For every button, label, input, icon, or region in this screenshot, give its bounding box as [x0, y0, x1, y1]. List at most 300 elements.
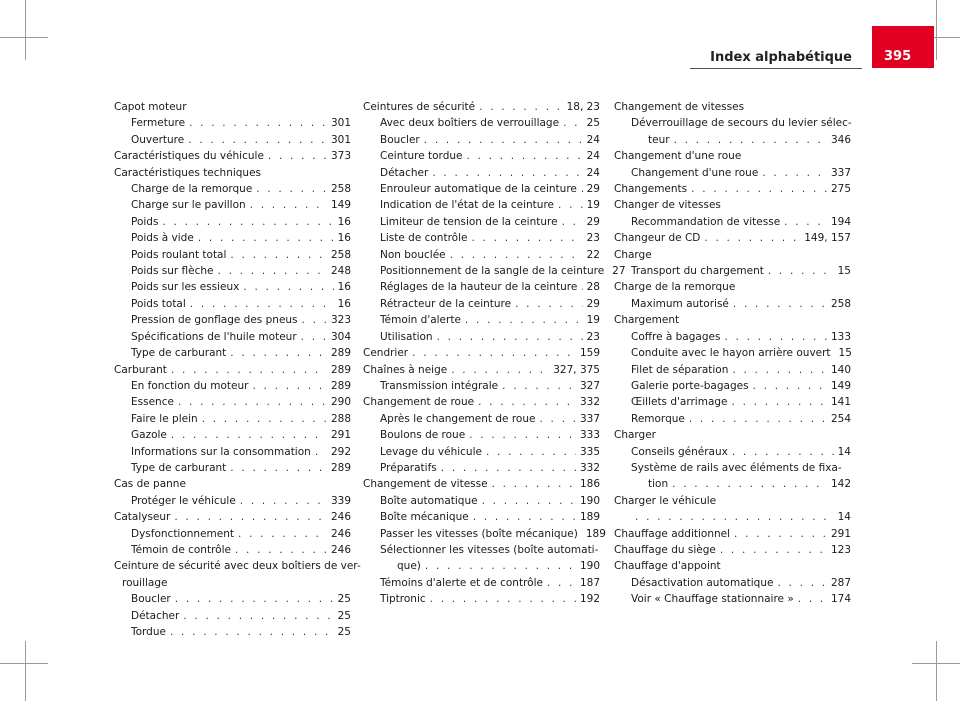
index-entry [363, 115, 600, 131]
dot-leader [547, 575, 576, 591]
index-term: Transmission intégrale [380, 379, 499, 392]
index-term: Changement de roue [363, 396, 475, 409]
page-reference: 337 [579, 412, 600, 425]
index-term: Poids [131, 215, 159, 228]
dot-leader [798, 591, 827, 607]
page-reference: 187 [579, 576, 600, 589]
index-term: Boîte mécanique [380, 511, 469, 524]
index-term: Positionnement de la sangle de la ceinture [380, 265, 605, 278]
index-term: Charge sur le pavillon [131, 199, 246, 212]
page-reference: 194 [830, 215, 851, 228]
page-reference: 332 [579, 396, 600, 409]
page-reference: 291 [830, 527, 851, 540]
index-term: Changements [614, 183, 688, 196]
index-entry [363, 99, 600, 115]
dot-leader [240, 493, 327, 509]
crop-mark [936, 0, 937, 60]
page-reference: 16 [337, 281, 351, 294]
dot-leader [777, 575, 826, 591]
page-reference: 258 [330, 248, 351, 261]
index-term: Poids sur flèche [131, 265, 214, 278]
index-term: Coffre à bagages [631, 330, 721, 343]
dot-leader [230, 345, 327, 361]
index-entry [363, 230, 600, 246]
index-entry [614, 476, 851, 492]
dot-leader [486, 444, 576, 460]
page-number: 395 [884, 49, 912, 64]
index-entry [363, 526, 606, 542]
index-term: Catalyseur [114, 511, 171, 524]
index-entry [363, 378, 600, 394]
page-reference: 291 [330, 429, 351, 442]
index-column-1 [114, 99, 361, 640]
page-reference: 149 [330, 199, 351, 212]
dot-leader [471, 230, 582, 246]
dot-leader [635, 509, 834, 525]
index-entry [363, 165, 600, 181]
index-heading: Chauffage d'appoint [614, 560, 721, 573]
dot-leader [302, 312, 327, 328]
index-term: Conseils généraux [631, 445, 728, 458]
page-reference: 301 [330, 117, 351, 130]
index-term: Caractéristiques du véhicule [114, 150, 264, 163]
index-term: Poids sur les essieux [131, 281, 240, 294]
page-reference: 29 [586, 297, 600, 310]
dot-leader [250, 197, 327, 213]
index-term: Témoins d'alerte et de contrôle [380, 576, 543, 589]
index-term: Maximum autorisé [631, 297, 729, 310]
dot-leader [238, 526, 327, 542]
index-entry [114, 279, 351, 295]
index-entry [614, 329, 851, 345]
dot-leader [734, 526, 827, 542]
index-entry [363, 509, 600, 525]
index-term: Détacher [131, 609, 180, 622]
page-reference: 290 [330, 396, 351, 409]
page-reference: 174 [830, 593, 851, 606]
page-reference: 16 [337, 232, 351, 245]
page-reference: 22 [586, 248, 600, 261]
page-reference: 292 [330, 445, 351, 458]
index-term: Filet de séparation [631, 363, 729, 376]
index-entry [114, 509, 351, 525]
dot-leader [252, 378, 326, 394]
index-term: Témoin de contrôle [131, 543, 231, 556]
index-term: Cendrier [363, 347, 409, 360]
index-term: Tordue [131, 626, 166, 638]
page-reference: 140 [830, 363, 851, 376]
page-reference: 288 [330, 412, 351, 425]
dot-leader [174, 509, 327, 525]
index-entry [114, 345, 351, 361]
index-entry [114, 460, 351, 476]
index-term: Chauffage additionnel [614, 527, 731, 540]
index-term: Galerie porte-bagages [631, 379, 749, 392]
index-entry [363, 214, 600, 230]
page-reference: 24 [586, 133, 600, 146]
dot-leader [301, 329, 327, 345]
index-term-wrapped: Sélectionner les vitesses (boîte automati- [380, 543, 599, 556]
page-reference: 246 [330, 527, 351, 540]
index-heading: Charger le véhicule [614, 494, 717, 507]
index-entry [363, 181, 600, 197]
dot-leader [691, 181, 827, 197]
index-entry [114, 197, 351, 213]
page-reference: 335 [579, 445, 600, 458]
index-entry [114, 132, 351, 148]
page-header-title: Index alphabétique [710, 50, 852, 65]
index-entry [114, 591, 351, 607]
page-reference: 333 [579, 429, 600, 442]
dot-leader [218, 263, 327, 279]
page-reference: 301 [330, 133, 351, 146]
dot-leader [724, 329, 827, 345]
page-reference: 141 [830, 396, 851, 409]
index-entry [114, 329, 351, 345]
dot-leader [672, 476, 827, 492]
index-term: Boîte automatique [380, 494, 478, 507]
index-term: tion [648, 478, 669, 491]
page-reference: 29 [586, 183, 600, 196]
page-reference: 15 [838, 347, 852, 360]
index-term: Conduite avec le hayon arrière ouvert [631, 347, 831, 360]
dot-leader [581, 279, 582, 295]
dot-leader [198, 230, 334, 246]
index-entry [114, 444, 351, 460]
index-entry [363, 394, 600, 410]
index-term: Boucler [131, 593, 171, 606]
index-entry [363, 345, 600, 361]
index-term: Ceinture tordue [380, 150, 463, 163]
index-term: Remorque [631, 412, 685, 425]
dot-leader [412, 345, 576, 361]
index-term: Essence [131, 396, 174, 409]
dot-leader [689, 411, 827, 427]
index-entry [363, 591, 600, 607]
page-reference: 23 [586, 330, 600, 343]
page-reference: 275 [830, 183, 851, 196]
dot-leader [171, 362, 327, 378]
page-reference: 25 [337, 593, 351, 606]
page-reference: 346 [830, 133, 851, 146]
dot-leader [256, 181, 327, 197]
dot-leader [581, 181, 583, 197]
index-term: Levage du véhicule [380, 445, 482, 458]
index-term: Chauffage du siège [614, 543, 716, 556]
dot-leader [188, 132, 327, 148]
page-reference: 16 [337, 297, 351, 310]
index-entry [614, 362, 851, 378]
index-term: Dysfonctionnement [131, 527, 235, 540]
index-entry [114, 542, 351, 558]
dot-leader [441, 460, 576, 476]
index-entry [614, 378, 851, 394]
index-heading: Chargement [614, 314, 680, 327]
dot-leader [230, 460, 327, 476]
dot-leader [190, 296, 334, 312]
index-term: Tiptronic [380, 593, 426, 606]
dot-leader [430, 591, 576, 607]
index-term: Changement d'une roue [631, 166, 759, 179]
page-reference: 190 [579, 560, 600, 573]
index-entry [114, 312, 351, 328]
page-reference: 149, 157 [804, 232, 851, 245]
page-reference: 133 [830, 330, 851, 343]
dot-leader [473, 509, 576, 525]
page-reference: 304 [330, 330, 351, 343]
index-heading: Caractéristiques techniques [114, 166, 262, 179]
page-reference: 24 [586, 166, 600, 179]
dot-leader [674, 132, 827, 148]
index-term-wrapped: Déverrouillage de secours du levier sélec- [631, 117, 852, 130]
index-entry [614, 230, 851, 246]
page-reference: 289 [330, 347, 351, 360]
index-entry [114, 493, 351, 509]
dot-leader [732, 362, 827, 378]
index-entry [363, 312, 600, 328]
dot-leader [562, 214, 583, 230]
index-entry [114, 296, 351, 312]
dot-leader [768, 263, 834, 279]
page-reference: 339 [330, 494, 351, 507]
index-entry [363, 575, 600, 591]
page-reference: 246 [330, 543, 351, 556]
index-heading: Charge de la remorque [614, 281, 736, 294]
page-reference: 19 [586, 314, 600, 327]
index-term: Liste de contrôle [380, 232, 468, 245]
index-term-wrapped: Système de rails avec éléments de fixa- [631, 461, 842, 474]
index-term: que) [397, 560, 421, 573]
index-entry [363, 493, 600, 509]
page-reference: 19 [586, 199, 600, 212]
index-term: Recommandation de vitesse [631, 215, 781, 228]
index-entry [363, 427, 600, 443]
index-entry [363, 148, 600, 164]
index-entry [614, 181, 851, 197]
dot-leader [170, 624, 334, 640]
index-entry [114, 115, 351, 131]
index-entry [114, 148, 351, 164]
index-term: Type de carburant [131, 347, 227, 360]
crop-mark [25, 641, 26, 701]
index-entry [114, 427, 351, 443]
index-entry [614, 542, 851, 558]
dot-leader [479, 99, 562, 115]
index-entry [363, 460, 600, 476]
index-entry [114, 214, 351, 230]
index-term-wrapped: Ceinture de sécurité avec deux boîtiers de ver- [114, 560, 361, 573]
dot-leader [178, 394, 327, 410]
index-entry [114, 378, 351, 394]
index-term: Témoin d'alerte [380, 314, 461, 327]
index-term: En fonction du moteur [131, 379, 249, 392]
page-reference: 332 [579, 461, 600, 474]
index-heading: Changement d'une roue [614, 150, 742, 163]
index-entry [614, 526, 851, 542]
index-term: Après le changement de roue [380, 412, 536, 425]
index-entry [114, 624, 351, 640]
index-entry [363, 279, 600, 295]
dot-leader [478, 394, 576, 410]
index-term: Chaînes à neige [363, 363, 448, 376]
crop-mark [936, 641, 937, 701]
index-term: Ceintures de sécurité [363, 101, 476, 113]
page-reference: 323 [330, 314, 351, 327]
index-entry [363, 296, 600, 312]
dot-leader [432, 165, 582, 181]
index-entry [114, 394, 351, 410]
index-entry [614, 263, 851, 279]
dot-leader [230, 247, 327, 263]
index-term: Passer les vitesses (boîte mécanique) [380, 527, 578, 540]
dot-leader [243, 279, 333, 295]
page-reference: 24 [586, 150, 600, 163]
page-reference: 149 [830, 379, 851, 392]
index-term: Changeur de CD [614, 232, 701, 245]
dot-leader [171, 427, 327, 443]
dot-leader [175, 591, 334, 607]
dot-leader [558, 197, 583, 213]
dot-leader [466, 148, 582, 164]
crop-mark [25, 0, 26, 60]
index-heading: rouillage [122, 576, 168, 589]
page-reference: 142 [830, 478, 851, 491]
index-entry [114, 411, 351, 427]
page-reference: 189 [585, 527, 606, 540]
index-entry [614, 132, 851, 148]
dot-leader [437, 329, 583, 345]
index-heading: Changer de vitesses [614, 199, 721, 212]
index-term: Enrouleur automatique de la ceinture [380, 183, 577, 196]
dot-leader [162, 214, 333, 230]
index-term: Transport du chargement [631, 265, 764, 278]
index-term: Réglages de la hauteur de la ceinture [380, 281, 578, 294]
index-entry [614, 591, 851, 607]
index-column-2 [363, 99, 626, 608]
index-term: Œillets d'arrimage [631, 396, 728, 409]
index-heading: Charge [614, 248, 652, 261]
index-term: Non bouclée [380, 248, 446, 261]
dot-leader [469, 427, 576, 443]
dot-leader [465, 312, 583, 328]
index-entry [114, 230, 351, 246]
dot-leader [451, 362, 549, 378]
page-reference: 23 [586, 232, 600, 245]
dot-leader [704, 230, 800, 246]
index-entry [614, 345, 851, 361]
index-entry [114, 608, 351, 624]
index-term: Utilisation [380, 330, 433, 343]
dot-leader [753, 378, 827, 394]
dot-leader [515, 296, 583, 312]
page-reference: 14 [837, 445, 851, 458]
page-reference: 287 [830, 576, 851, 589]
dot-leader [563, 115, 583, 131]
index-term: Pression de gonflage des pneus [131, 314, 298, 327]
index-term: Voir « Chauffage stationnaire » [631, 593, 794, 606]
index-entry [114, 181, 351, 197]
index-term: Poids roulant total [131, 248, 227, 261]
dot-leader [762, 165, 827, 181]
index-heading: Capot moteur [114, 101, 187, 113]
dot-leader [732, 444, 834, 460]
dot-leader [784, 214, 827, 230]
page-reference: 25 [586, 117, 600, 130]
crop-mark [0, 37, 48, 38]
index-entry [614, 509, 851, 525]
index-heading: Cas de panne [114, 478, 186, 491]
index-entry [363, 411, 600, 427]
index-term: Changement de vitesse [363, 478, 488, 491]
page-reference: 248 [330, 265, 351, 278]
page-reference: 189 [579, 511, 600, 524]
page-reference: 327 [579, 379, 600, 392]
index-column-3 [614, 99, 851, 608]
index-entry [363, 197, 600, 213]
dot-leader [183, 608, 333, 624]
index-term: Poids total [131, 297, 186, 310]
index-term: Préparatifs [380, 461, 437, 474]
page-reference: 18, 23 [566, 101, 600, 113]
page-number-badge [872, 26, 934, 68]
index-term: Indication de l'état de la ceinture [380, 199, 554, 212]
page-reference: 254 [830, 412, 851, 425]
index-entry [614, 411, 851, 427]
dot-leader [268, 148, 327, 164]
page-reference: 289 [330, 461, 351, 474]
page-reference: 246 [330, 511, 351, 524]
page-reference: 27 [612, 265, 626, 278]
page-reference: 337 [830, 166, 851, 179]
index-heading: Changement de vitesses [614, 101, 745, 113]
page-reference: 289 [330, 379, 351, 392]
dot-leader [425, 558, 576, 574]
dot-leader [450, 247, 583, 263]
index-entry [614, 394, 851, 410]
index-entry [363, 362, 600, 378]
index-term: Fermeture [131, 117, 186, 130]
index-term: Boucler [380, 133, 420, 146]
dot-leader [189, 115, 327, 131]
index-entry [363, 558, 600, 574]
index-term: Avec deux boîtiers de verrouillage [380, 117, 560, 130]
header-rule [690, 68, 862, 69]
page-reference: 28 [586, 281, 600, 294]
page-reference: 190 [579, 494, 600, 507]
index-entry [614, 214, 851, 230]
dot-leader [720, 542, 827, 558]
dot-leader [482, 493, 576, 509]
index-term: Ouverture [131, 133, 185, 146]
crop-mark [0, 663, 48, 664]
dot-leader [492, 476, 576, 492]
index-entry [614, 444, 851, 460]
index-entry [363, 476, 600, 492]
index-term: Rétracteur de la ceinture [380, 297, 512, 310]
index-term: Limiteur de tension de la ceinture [380, 215, 558, 228]
page-reference: 25 [337, 609, 351, 622]
index-entry [114, 362, 351, 378]
dot-leader [315, 444, 327, 460]
page-reference: 186 [579, 478, 600, 491]
index-term: Gazole [131, 429, 167, 442]
index-term: Protéger le véhicule [131, 494, 236, 507]
index-entry [114, 263, 351, 279]
page-reference: 258 [830, 297, 851, 310]
index-entry [114, 526, 351, 542]
index-entry [614, 296, 851, 312]
index-term: Détacher [380, 166, 429, 179]
